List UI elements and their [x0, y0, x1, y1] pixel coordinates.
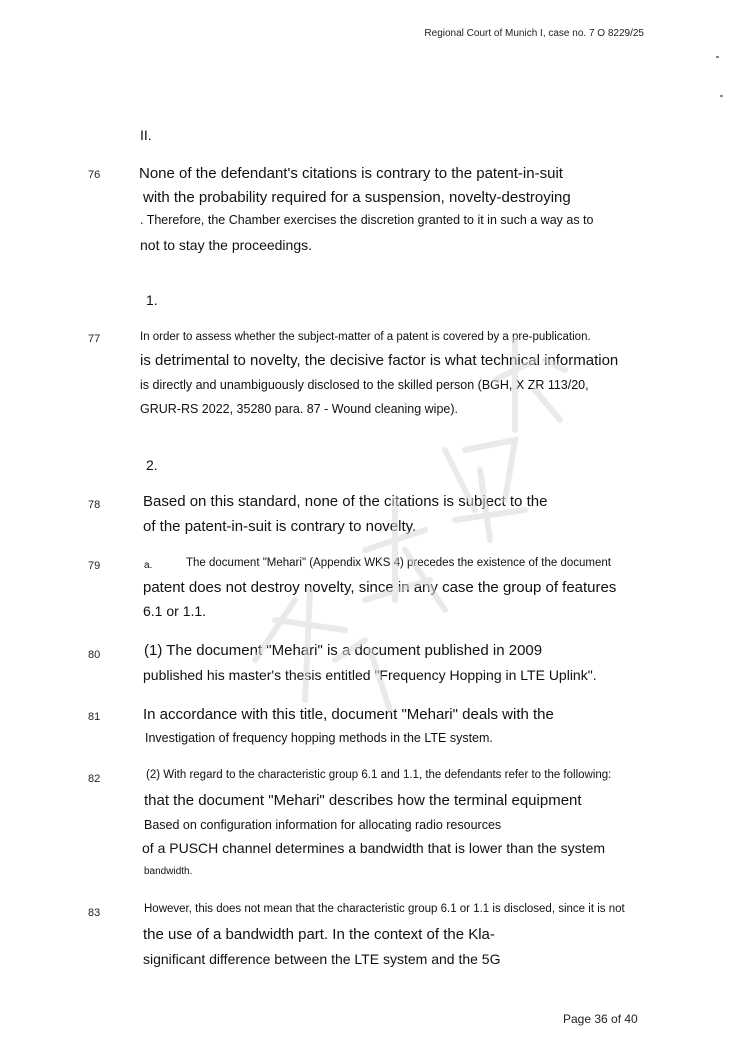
paragraph-number: 78 [88, 499, 101, 511]
paragraph-text: 6.1 or 1.1. [143, 603, 207, 619]
paragraph-text: that the document "Mehari" describes how the terminal equipment [144, 792, 582, 809]
paragraph-text: In order to assess whether the subject-matter of a patent is covered by a pre-publication. [140, 331, 591, 343]
paragraph-text: published his master's thesis entitled "Frequency Hopping in LTE Uplink". [143, 667, 597, 683]
paragraph-text: . Therefore, the Chamber exercises the discretion granted to it in such a way as to [140, 213, 594, 227]
paragraph-text: Based on configuration information for allocating radio resources [144, 818, 502, 832]
paragraph-text: The document "Mehari" (Appendix WKS 4) precedes the existence of the document [186, 557, 611, 569]
paragraph-text: with the probability required for a suspension, novelty-destroying [143, 189, 571, 206]
paragraph-text: not to stay the proceedings. [140, 237, 312, 253]
paragraph-text: of the patent-in-suit is contrary to novelty. [143, 518, 417, 535]
subsection-number: 2. [146, 457, 158, 473]
page-footer: Page 36 of 40 [563, 1012, 638, 1026]
paragraph-text: Based on this standard, none of the citations is subject to the [143, 493, 548, 510]
paragraph-text: GRUR-RS 2022, 35280 para. 87 - Wound cleaning wipe). [140, 402, 458, 416]
paragraph-text: However, this does not mean that the characteristic group 6.1 or 1.1 is disclosed, since it is not [144, 903, 625, 915]
subsection-number: 1. [146, 292, 158, 308]
paragraph-number: 83 [88, 907, 101, 919]
paragraph-text: significant difference between the LTE system and the 5G [143, 951, 501, 967]
paragraph-text: is directly and unambiguously disclosed to the skilled person (BGH, X ZR 113/20, [140, 378, 589, 392]
paragraph-number: 82 [88, 773, 101, 785]
paragraph-text: In accordance with this title, document "Mehari" deals with the [143, 706, 554, 723]
scan-speck [716, 56, 719, 58]
paragraph-number: 81 [88, 711, 101, 723]
scan-speck [720, 95, 723, 97]
paragraph-number: 80 [88, 649, 101, 661]
paragraph-text: the use of a bandwidth part. In the context of the Kla- [143, 926, 495, 943]
paragraph-text: Investigation of frequency hopping methods in the LTE system. [145, 731, 493, 745]
list-marker: a. [144, 560, 153, 571]
paragraph-number: 79 [88, 560, 101, 572]
paragraph-text: of a PUSCH channel determines a bandwidth that is lower than the system [142, 840, 606, 856]
paragraph-number: 76 [88, 169, 101, 181]
paragraph-text: (1) The document "Mehari" is a document published in 2009 [144, 642, 543, 659]
paragraph-text: is detrimental to novelty, the decisive factor is what technical information [140, 352, 619, 369]
paragraph-number: 77 [88, 333, 101, 345]
paragraph-text: bandwidth. [144, 866, 193, 877]
page-header: Regional Court of Munich I, case no. 7 O 8229/25 [424, 28, 644, 39]
paragraph-text: patent does not destroy novelty, since in any case the group of features [143, 579, 617, 596]
section-heading: II. [140, 127, 152, 143]
paragraph-text: (2) With regard to the characteristic group 6.1 and 1.1, the defendants refer to the following: [146, 769, 612, 781]
paragraph-text: None of the defendant's citations is contrary to the patent-in-suit [139, 165, 563, 182]
